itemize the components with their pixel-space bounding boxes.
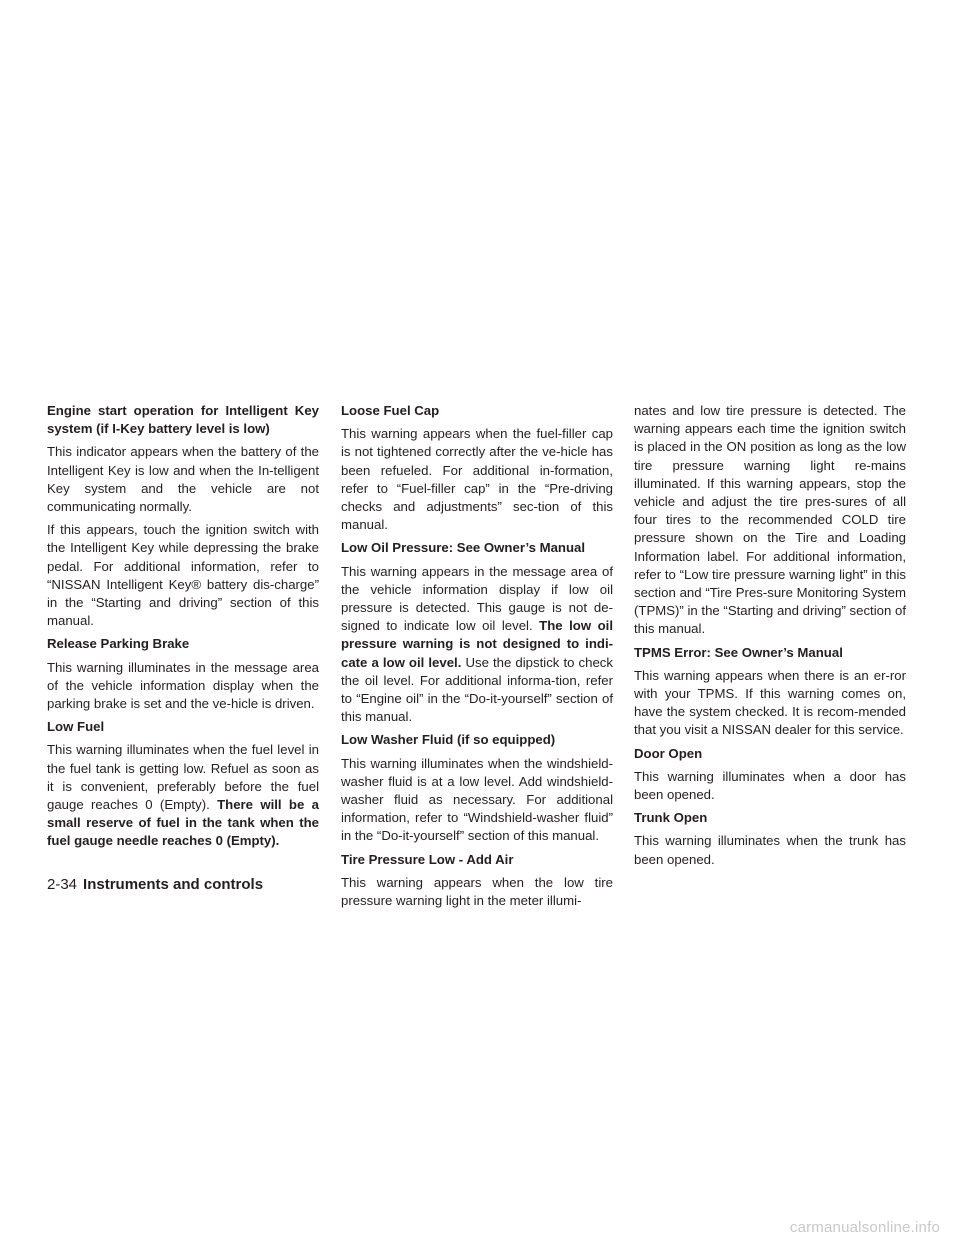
- text-span: This warning appears in the message area of the vehicle information display if low oil pressure is detected. This gauge is not de-signed to indicate low oil level.: [341, 563, 613, 634]
- paragraph: This warning appears when there is an er-ror with your TPMS. If this warning comes on, have the system checked. It is recom-mended that you visit a NISSAN dealer for this service.: [634, 667, 906, 738]
- text-span: Use the dipstick to check the oil level. For additional informa-tion, refer to “Engine oil” in the “Do-it-yourself” section of this manual.: [341, 654, 613, 725]
- watermark: carmanualsonline.info: [789, 1219, 940, 1236]
- paragraph: This indicator appears when the battery of the Intelligent Key is low and when the In-telligent Key system and the vehicle are not communicating normally.: [47, 444, 319, 515]
- heading-door-open: Door Open: [634, 745, 703, 761]
- paragraph: [47, 741, 319, 850]
- section-low-washer-fluid: [341, 731, 613, 845]
- paragraph: This warning appears when the low tire pressure warning light in the meter illumi-: [341, 874, 613, 909]
- paragraph: This warning illuminates when the windshield-washer fluid is at a low level. Add windshield-washer fluid as necessary. For additional information, refer to “Windshield-washer fluid” in the “Do-it-yourself” section of this manual.: [341, 755, 613, 844]
- heading-release-parking-brake: Release Parking Brake: [47, 636, 190, 652]
- page-number: 2-34: [47, 876, 78, 893]
- section-tire-pressure-continued: [634, 402, 906, 639]
- paragraph: nates and low tire pressure is detected. The warning appears each time the ignition switch is placed in the ON position as long as the low tire pressure warning light re-mains illuminated. If this warning appears, stop the vehicle and adjust the tire pres-sures of all four tires to the recommended COLD tire pressure shown on the Tire and Loading Information label. For additional information, refer to “Low tire pressure warning light” in this section and “Tire Pres-sure Monitoring System (TPMS)” in the “Starting and driving” section of this manual.: [634, 403, 906, 637]
- text-span: This warning illuminates when the fuel level in the fuel tank is getting low. Refuel as soon as it is convenient, preferably before the fuel gauge reaches 0 (Empty).: [47, 742, 319, 813]
- column-3: [634, 402, 906, 874]
- paragraph: This warning illuminates when a door has been opened.: [634, 768, 906, 803]
- bold-note: There will be a small reserve of fuel in the tank when the fuel gauge needle reaches 0 (Empty).: [47, 797, 319, 849]
- section-low-oil-pressure: [341, 539, 613, 726]
- bold-note: The low oil pressure warning is not designed to indi-cate a low oil level.: [341, 618, 613, 670]
- heading-tpms-error: TPMS Error: See Owner’s Manual: [634, 644, 843, 660]
- column-1: [47, 402, 319, 856]
- section-tpms-error: [634, 644, 906, 740]
- section-loose-fuel-cap: [341, 402, 613, 534]
- paragraph: This warning illuminates in the message area of the vehicle information display when the parking brake is set and the ve-hicle is driven.: [47, 659, 319, 712]
- section-tire-pressure-low: [341, 851, 613, 911]
- heading-trunk-open: Trunk Open: [634, 810, 708, 826]
- section-trunk-open: [634, 809, 906, 869]
- heading-low-washer-fluid: Low Washer Fluid (if so equipped): [341, 732, 556, 748]
- column-2: [341, 402, 613, 915]
- heading-low-oil-pressure: Low Oil Pressure: See Owner’s Manual: [341, 540, 586, 556]
- section-title: Instruments and controls: [83, 876, 264, 893]
- heading-loose-fuel-cap: Loose Fuel Cap: [341, 403, 440, 418]
- heading-low-fuel: Low Fuel: [47, 719, 105, 735]
- section-door-open: [634, 745, 906, 805]
- section-release-parking-brake: [47, 635, 319, 713]
- page-footer: [47, 876, 263, 894]
- paragraph: This warning appears when the fuel-filler cap is not tightened correctly after the ve-hicle has been refueled. For additional in-formation, refer to “Fuel-filler cap” in the “Pre-driving checks and adjustments” sec-tion of this manual.: [341, 426, 613, 533]
- paragraph: [341, 563, 613, 727]
- paragraph: This warning illuminates when the trunk has been opened.: [634, 833, 906, 867]
- section-engine-start: [47, 402, 319, 630]
- heading-engine-start: Engine start operation for Intelligent Key system (if I-Key battery level is low): [47, 403, 319, 437]
- heading-tire-pressure-low: Tire Pressure Low - Add Air: [341, 851, 514, 867]
- section-low-fuel: [47, 718, 319, 850]
- paragraph: If this appears, touch the ignition switch with the Intelligent Key while depressing the brake pedal. For additional information, refer to “NISSAN Intelligent Key® battery dis-charge” in the “Starting and driving” section of this manual.: [47, 522, 319, 629]
